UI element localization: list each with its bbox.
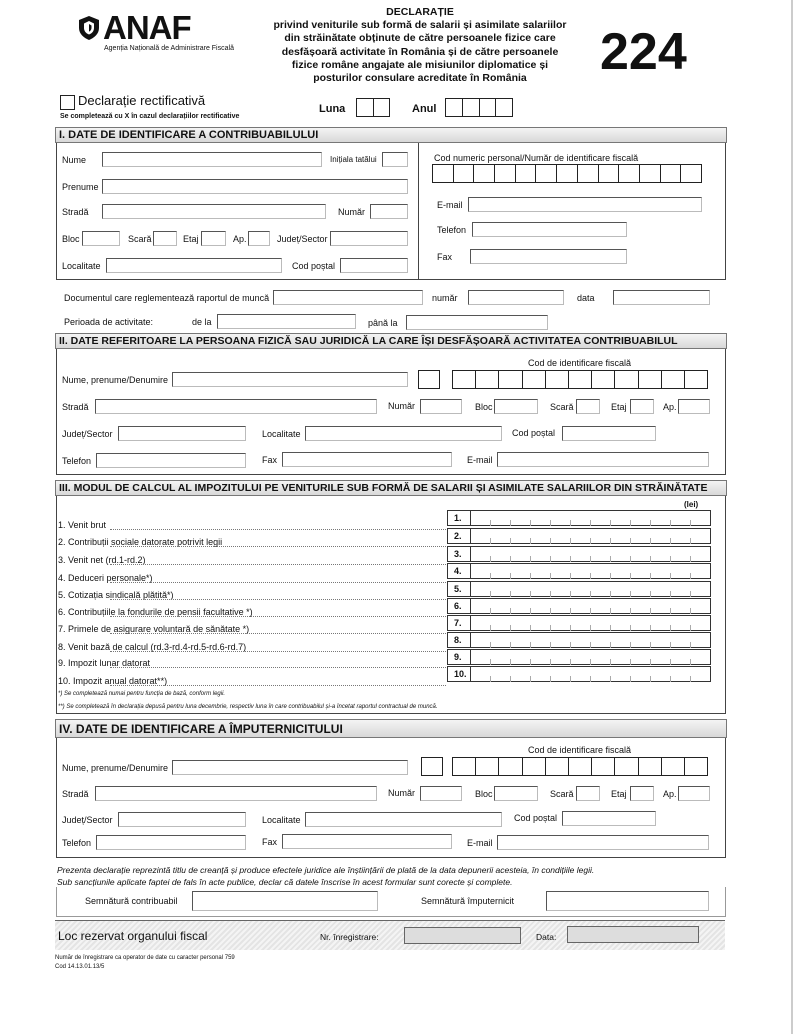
form-number: 224	[600, 23, 687, 81]
s1-document-input[interactable]	[273, 290, 423, 305]
s2-email-label: E-mail	[467, 455, 493, 465]
s3-row-leader	[110, 599, 446, 600]
s3-row-value-input[interactable]	[447, 510, 711, 526]
section1-divider	[418, 143, 419, 280]
s2-strada-input[interactable]	[95, 399, 377, 414]
s1-judet-input[interactable]	[330, 231, 408, 246]
s1-cnp-input[interactable]	[432, 164, 702, 183]
s3-row-leader	[110, 685, 446, 686]
s4-localitate-input[interactable]	[305, 812, 502, 827]
s2-strada-label: Stradă	[62, 402, 89, 412]
s3-row-number: 5.	[448, 582, 471, 596]
data-label: Data:	[536, 932, 557, 942]
s3-row-label: 6. Contribuțiile la fondurile de pensii facultative *)	[58, 607, 253, 617]
s2-numar-label: Număr	[388, 401, 416, 411]
s3-unit-label: (lei)	[684, 500, 699, 509]
logo-text: ANAF	[103, 9, 191, 46]
s4-telefon-label: Telefon	[62, 838, 92, 848]
s3-row-number: 2.	[448, 529, 471, 543]
s4-ap-input[interactable]	[678, 786, 710, 801]
s3-row-value-input[interactable]	[447, 598, 711, 614]
s3-row-number: 4.	[448, 564, 471, 578]
s1-pana-la-label: până la	[368, 318, 398, 328]
loc-rezervat-label: Loc rezervat organului fiscal	[58, 929, 208, 943]
s2-email-input[interactable]	[497, 452, 709, 467]
s2-fax-input[interactable]	[282, 452, 452, 467]
s1-initiala-label: Inițiala tatălui	[330, 155, 377, 164]
s4-cod-postal-input[interactable]	[562, 811, 656, 826]
s1-scara-label: Scară	[128, 234, 152, 244]
s1-telefon-input[interactable]	[472, 222, 627, 237]
s3-row-label: 4. Deduceri personale*)	[58, 573, 153, 583]
s4-email-input[interactable]	[497, 835, 709, 850]
s1-bloc-label: Bloc	[62, 234, 80, 244]
anul-label: Anul	[412, 103, 437, 115]
s3-row-number: 6.	[448, 599, 471, 613]
s2-scara-label: Scară	[550, 402, 574, 412]
s1-bloc-input[interactable]	[82, 231, 120, 246]
s1-de-la-input[interactable]	[217, 314, 356, 329]
s2-ap-label: Ap.	[663, 402, 677, 412]
s3-row-leader	[110, 529, 446, 530]
s4-judet-input[interactable]	[118, 812, 246, 827]
s2-cif-label: Cod de identificare fiscală	[528, 358, 632, 368]
s3-row-leader	[110, 667, 446, 668]
s4-fax-label: Fax	[262, 837, 278, 847]
s1-fax-label: Fax	[437, 252, 453, 262]
s4-nume-input[interactable]	[172, 760, 408, 775]
s3-row-label: 5. Cotizația sindicală plătită*)	[58, 590, 174, 600]
s2-scara-input[interactable]	[576, 399, 600, 414]
rectificativa-checkbox[interactable]	[60, 95, 75, 110]
s1-email-input[interactable]	[468, 197, 702, 212]
s4-numar-label: Număr	[388, 788, 416, 798]
semnatura-imputernicit-label: Semnătură împuternicit	[421, 896, 515, 906]
s1-numar-input[interactable]	[370, 204, 408, 219]
s4-fax-input[interactable]	[282, 834, 452, 849]
s4-nume-label: Nume, prenume/Denumire	[62, 763, 169, 773]
s4-ap-label: Ap.	[663, 789, 677, 799]
nr-inregistrare-label: Nr. înregistrare:	[320, 932, 379, 942]
s1-fax-input[interactable]	[470, 249, 627, 264]
s1-judet-label: Județ/Sector	[277, 234, 328, 244]
luna-label: Luna	[319, 103, 346, 115]
s1-nume-input[interactable]	[102, 152, 322, 167]
s4-strada-input[interactable]	[95, 786, 377, 801]
s4-strada-label: Stradă	[62, 789, 89, 799]
s2-cod-postal-input[interactable]	[562, 426, 656, 441]
s2-localitate-input[interactable]	[305, 426, 502, 441]
s3-note1: *) Se completează numai pentru funcția de bază, conform legii.	[58, 691, 226, 697]
s1-de-la-label: de la	[192, 317, 212, 327]
s2-judet-label: Județ/Sector	[62, 429, 113, 439]
s2-cif-prefix-input[interactable]	[418, 370, 440, 389]
s4-localitate-label: Localitate	[262, 815, 301, 825]
s1-prenume-input[interactable]	[102, 179, 408, 194]
s4-cif-prefix-input[interactable]	[421, 757, 443, 776]
data-field	[567, 926, 699, 943]
s4-telefon-input[interactable]	[96, 835, 246, 850]
s1-localitate-input[interactable]	[106, 258, 282, 273]
s1-email-label: E-mail	[437, 200, 463, 210]
s4-etaj-input[interactable]	[630, 786, 654, 801]
s4-etaj-label: Etaj	[611, 789, 627, 799]
nr-inregistrare-field	[404, 927, 521, 944]
section3-title: III. MODUL DE CALCUL AL IMPOZITULUI PE VENITURILE SUB FORMĂ DE SALARII ȘI ASIMILATE SALARIILOR DIN STRĂINĂTATE	[55, 480, 727, 496]
s3-row-value-input[interactable]	[447, 649, 711, 665]
s2-cif-input[interactable]	[452, 370, 708, 389]
s2-telefon-label: Telefon	[62, 456, 92, 466]
s3-row-leader	[110, 633, 446, 634]
footer-statement2: Sub sancțiunile aplicate faptei de fals în acte publice, declar că datele înscrise în acest formular sunt corecte și complete.	[57, 877, 513, 887]
form-title-line1: DECLARAȚIE	[386, 6, 454, 18]
s3-row-label: 8. Venit bază de calcul (rd.3-rd.4-rd.5-rd.6-rd.7)	[58, 642, 247, 652]
s3-row-leader	[110, 546, 446, 547]
s1-prenume-label: Prenume	[62, 182, 99, 192]
s3-row-label: 10. Impozit anual datorat**)	[58, 676, 168, 686]
s2-ap-input[interactable]	[678, 399, 710, 414]
rectificativa-label: Declarație rectificativă	[78, 93, 206, 108]
s2-nume-label: Nume, prenume/Denumire	[62, 375, 169, 385]
s4-email-label: E-mail	[467, 838, 493, 848]
s2-fax-label: Fax	[262, 455, 278, 465]
s3-row-label: 3. Venit net (rd.1-rd.2)	[58, 555, 146, 565]
s1-cnp-label: Cod numeric personal/Număr de identificare fiscală	[434, 153, 639, 163]
s3-row-value-input[interactable]	[447, 546, 711, 562]
s1-nume-label: Nume	[62, 155, 87, 165]
s3-row-number: 10.	[448, 667, 471, 681]
s3-row-label: 7. Primele de asigurare voluntară de sănătate *)	[58, 624, 250, 634]
s3-row-value-input[interactable]	[447, 528, 711, 544]
s2-cod-postal-label: Cod poștal	[512, 428, 556, 438]
s3-row-label: 1. Venit brut	[58, 520, 107, 530]
s4-scara-input[interactable]	[576, 786, 600, 801]
logo-subtitle: Agenția Națională de Administrare Fiscală	[104, 45, 234, 52]
luna-input[interactable]	[356, 98, 390, 117]
s4-cod-postal-label: Cod poștal	[514, 813, 558, 823]
semnatura-contribuabil-label: Semnătură contribuabil	[85, 896, 178, 906]
s4-cif-input[interactable]	[452, 757, 708, 776]
s2-telefon-input[interactable]	[96, 453, 246, 468]
s2-bloc-input[interactable]	[494, 399, 538, 414]
s3-row-value-input[interactable]	[447, 563, 711, 579]
s3-note2: **) Se completează în declarația depusă pentru luna decembrie, respectiv luna în care contribuabilul și-a încetat raportul contractual de muncă.	[58, 704, 438, 710]
s4-numar-input[interactable]	[420, 786, 462, 801]
s3-row-number: 9.	[448, 650, 471, 664]
s2-etaj-label: Etaj	[611, 402, 627, 412]
s1-document-label: Documentul care reglementează raportul de muncă	[64, 293, 270, 303]
s3-row-number: 7.	[448, 616, 471, 630]
s1-data-input[interactable]	[613, 290, 710, 305]
s3-row-value-input[interactable]	[447, 666, 711, 682]
s2-localitate-label: Localitate	[262, 429, 301, 439]
form-title	[270, 6, 570, 85]
s3-row-leader	[110, 616, 446, 617]
form-title-rest: privind veniturile sub formă de salarii și asimilate salariilor din străinătate obținute de către persoanele fizice care desfășoară activitate în România și de către persoanele fizice române angajate ale misiunilor diplomatice și posturilor consulare acreditate în România	[273, 19, 567, 85]
section2-title: II. DATE REFERITOARE LA PERSOANA FIZICĂ SAU JURIDICĂ LA CARE ÎȘI DESFĂȘOARĂ ACTIVITATEA CONTRIBUABILUL	[55, 333, 727, 349]
s3-row-number: 1.	[448, 511, 471, 525]
s3-row-value-input[interactable]	[447, 615, 711, 631]
s1-etaj-label: Etaj	[183, 234, 199, 244]
s3-row-label: 9. Impozit lunar datorat	[58, 658, 151, 668]
operator-note: Număr de înregistrare ca operator de date cu caracter personal 759	[55, 955, 235, 961]
semnatura-contribuabil-field[interactable]	[192, 891, 378, 911]
semnatura-imputernicit-field[interactable]	[546, 891, 709, 911]
s1-ap-label: Ap.	[233, 234, 247, 244]
s1-strada-input[interactable]	[102, 204, 326, 219]
s4-judet-label: Județ/Sector	[62, 815, 113, 825]
s1-localitate-label: Localitate	[62, 261, 101, 271]
s1-cod-postal-input[interactable]	[340, 258, 408, 273]
s1-numar-label: Număr	[338, 207, 366, 217]
s3-row-number: 3.	[448, 547, 471, 561]
s1-numar2-label: număr	[432, 293, 458, 303]
section4-title: IV. DATE DE IDENTIFICARE A ÎMPUTERNICITULUI	[55, 719, 727, 738]
s3-row-value-input[interactable]	[447, 632, 711, 648]
s3-row-leader	[110, 564, 446, 565]
s3-row-leader	[110, 651, 446, 652]
s1-pana-la-input[interactable]	[406, 315, 548, 330]
anul-input[interactable]	[445, 98, 513, 117]
s1-telefon-label: Telefon	[437, 225, 467, 235]
s1-strada-label: Stradă	[62, 207, 89, 217]
s1-perioada-label: Perioada de activitate:	[64, 317, 154, 327]
s3-row-leader	[110, 582, 446, 583]
s3-row-value-input[interactable]	[447, 581, 711, 597]
s1-etaj-input[interactable]	[201, 231, 226, 246]
s2-nume-input[interactable]	[172, 372, 408, 387]
s1-cod-postal-label: Cod poștal	[292, 261, 336, 271]
section1-title: I. DATE DE IDENTIFICARE A CONTRIBUABILULUI	[55, 127, 727, 143]
shield-icon	[78, 15, 100, 41]
s3-row-label: 2. Contribuții sociale datorate potrivit legii	[58, 537, 223, 547]
s4-bloc-input[interactable]	[494, 786, 538, 801]
s1-initiala-input[interactable]	[382, 152, 408, 167]
s2-numar-input[interactable]	[420, 399, 462, 414]
s2-bloc-label: Bloc	[475, 402, 493, 412]
s1-scara-input[interactable]	[153, 231, 177, 246]
s2-etaj-input[interactable]	[630, 399, 654, 414]
s1-ap-input[interactable]	[248, 231, 270, 246]
s4-bloc-label: Bloc	[475, 789, 493, 799]
footer-statement1: Prezenta declarație reprezintă titlu de creanță și produce efectele juridice ale înștiințării de plată de la data depunerii acesteia, în condițiile legii.	[57, 865, 595, 875]
form-code: Cod 14.13.01.13/5	[55, 964, 105, 970]
s4-scara-label: Scară	[550, 789, 574, 799]
s3-row-number: 8.	[448, 633, 471, 647]
anaf-logo	[78, 9, 238, 58]
rectificativa-note: Se completează cu X în cazul declarațiilor rectificative	[60, 113, 240, 120]
s2-judet-input[interactable]	[118, 426, 246, 441]
s1-data-label: data	[577, 293, 595, 303]
s1-numar2-input[interactable]	[468, 290, 564, 305]
s4-cif-label: Cod de identificare fiscală	[528, 745, 632, 755]
